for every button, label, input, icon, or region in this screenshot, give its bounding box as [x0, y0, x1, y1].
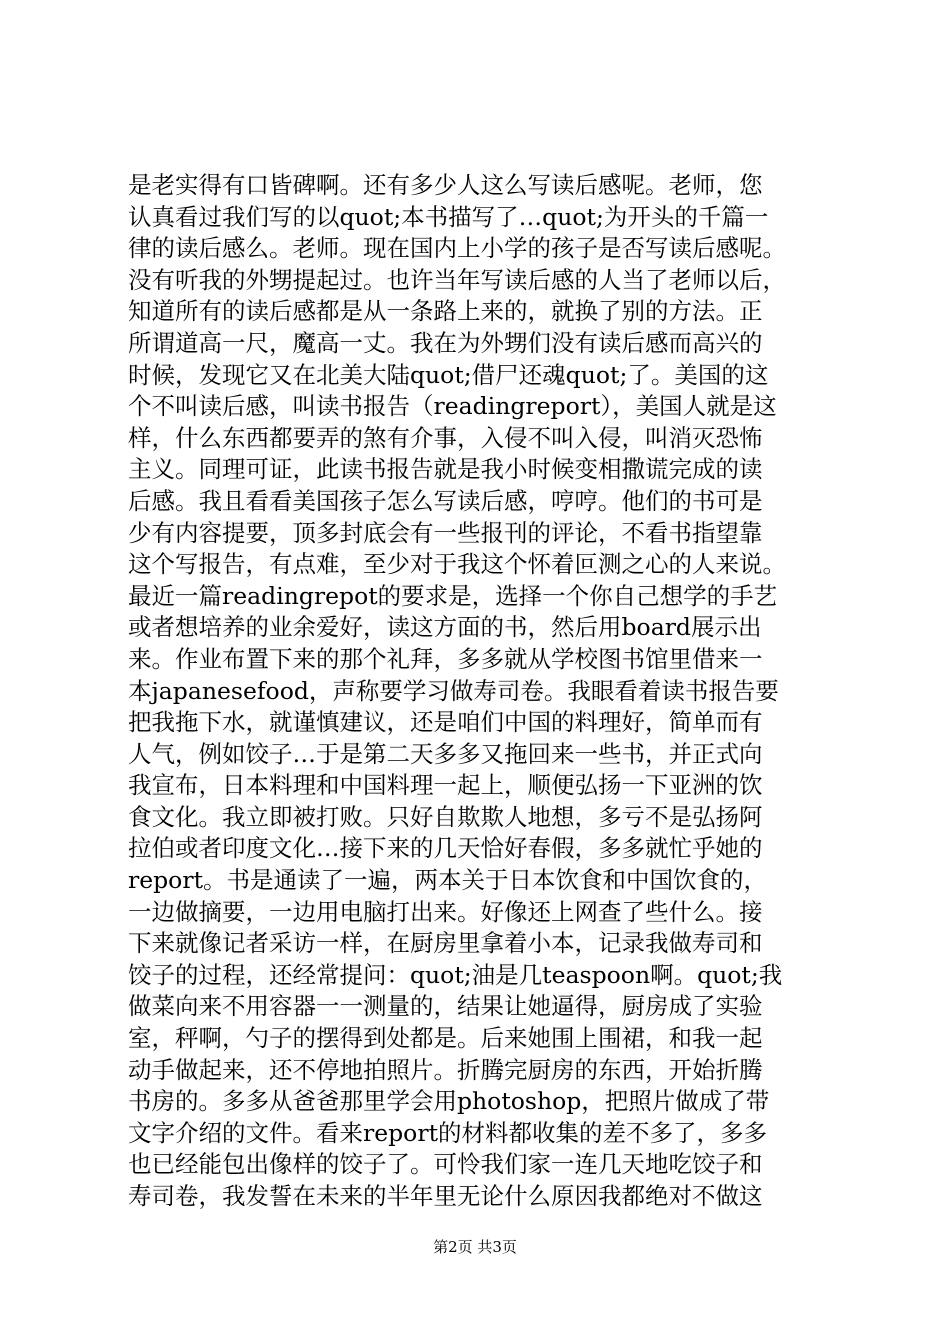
text-line: 来。作业布置下来的那个礼拜，多多就从学校图书馆里借来一 [128, 644, 763, 673]
text-line: 个不叫读后感，叫读书报告（readingreport），美国人就是这 [128, 392, 777, 421]
text-line: 后感。我且看看美国孩子怎么写读后感，哼哼。他们的书可是 [128, 486, 763, 515]
text-line: 认真看过我们写的以quot;本书描写了…quot;为开头的千篇一 [128, 202, 769, 231]
text-line: 样，什么东西都要弄的煞有介事，入侵不叫入侵，叫消灭恐怖 [128, 423, 763, 452]
text-line: 最近一篇readingrepot的要求是，选择一个你自己想学的手艺 [128, 581, 778, 610]
text-line: 人气，例如饺子…于是第二天多多又拖回来一些书，并正式向 [128, 739, 763, 768]
text-line: 室，秤啊，勺子的摆得到处都是。后来她围上围裙，和我一起 [128, 1024, 763, 1053]
text-line: 拉伯或者印度文化…接下来的几天恰好春假，多多就忙乎她的 [128, 834, 763, 863]
text-line: report。书是通读了一遍，两本关于日本饮食和中国饮食的， [128, 866, 768, 895]
text-line: 也已经能包出像样的饺子了。可怜我们家一连几天地吃饺子和 [128, 1150, 763, 1179]
text-line: 我宣布，日本料理和中国料理一起上，顺便弘扬一下亚洲的饮 [128, 771, 763, 800]
text-line: 做菜向来不用容器一一测量的，结果让她逼得，厨房成了实验 [128, 992, 763, 1021]
text-line: 时候，发现它又在北美大陆quot;借尸还魂quot;了。美国的这 [128, 360, 769, 389]
text-line: 是老实得有口皆碑啊。还有多少人这么写读后感呢。老师，您 [128, 171, 763, 199]
text-line: 动手做起来，还不停地拍照片。折腾完厨房的东西，开始折腾 [128, 1055, 763, 1084]
text-line: 主义。同理可证，此读书报告就是我小时候变相撒谎完成的读 [128, 455, 763, 484]
text-line: 律的读后感么。老师。现在国内上小学的孩子是否写读后感呢。 [128, 234, 786, 263]
page-footer: 第2页 共3页 [433, 1238, 517, 1256]
text-line: 知道所有的读后感都是从一条路上来的，就换了别的方法。正 [128, 297, 763, 326]
text-line: 食文化。我立即被打败。只好自欺欺人地想，多亏不是弘扬阿 [128, 802, 763, 831]
text-line: 所谓道高一尺，魔高一丈。我在为外甥们没有读后感而高兴的 [128, 328, 763, 357]
text-line: 书房的。多多从爸爸那里学会用photoshop，把照片做成了带 [128, 1087, 770, 1116]
text-line: 一边做摘要，一边用电脑打出来。好像还上网查了些什么。接 [128, 897, 763, 926]
text-line: 寿司卷，我发誓在未来的半年里无论什么原因我都绝对不做这 [128, 1182, 763, 1210]
text-line: 把我拖下水，就谨慎建议，还是咱们中国的料理好，简单而有 [128, 708, 763, 737]
text-line: 文字介绍的文件。看来report的材料都收集的差不多了，多多 [128, 1118, 768, 1147]
text-line: 本japanesefood，声称要学习做寿司卷。我眼看着读书报告要 [128, 676, 779, 705]
text-line: 或者想培养的业余爱好，读这方面的书，然后用board展示出 [128, 613, 762, 642]
text-line: 没有听我的外甥提起过。也许当年写读后感的人当了老师以后， [128, 265, 786, 294]
text-line: 这个写报告，有点难，至少对于我这个怀着叵测之心的人来说。 [128, 550, 786, 579]
text-line: 少有内容提要，顶多封底会有一些报刊的评论，不看书指望靠 [128, 518, 763, 547]
text-line: 饺子的过程，还经常提问：quot;油是几teaspoon啊。quot;我 [128, 960, 783, 989]
body-text [128, 170, 828, 1213]
text-line: 下来就像记者采访一样，在厨房里拿着小本，记录我做寿司和 [128, 929, 763, 958]
